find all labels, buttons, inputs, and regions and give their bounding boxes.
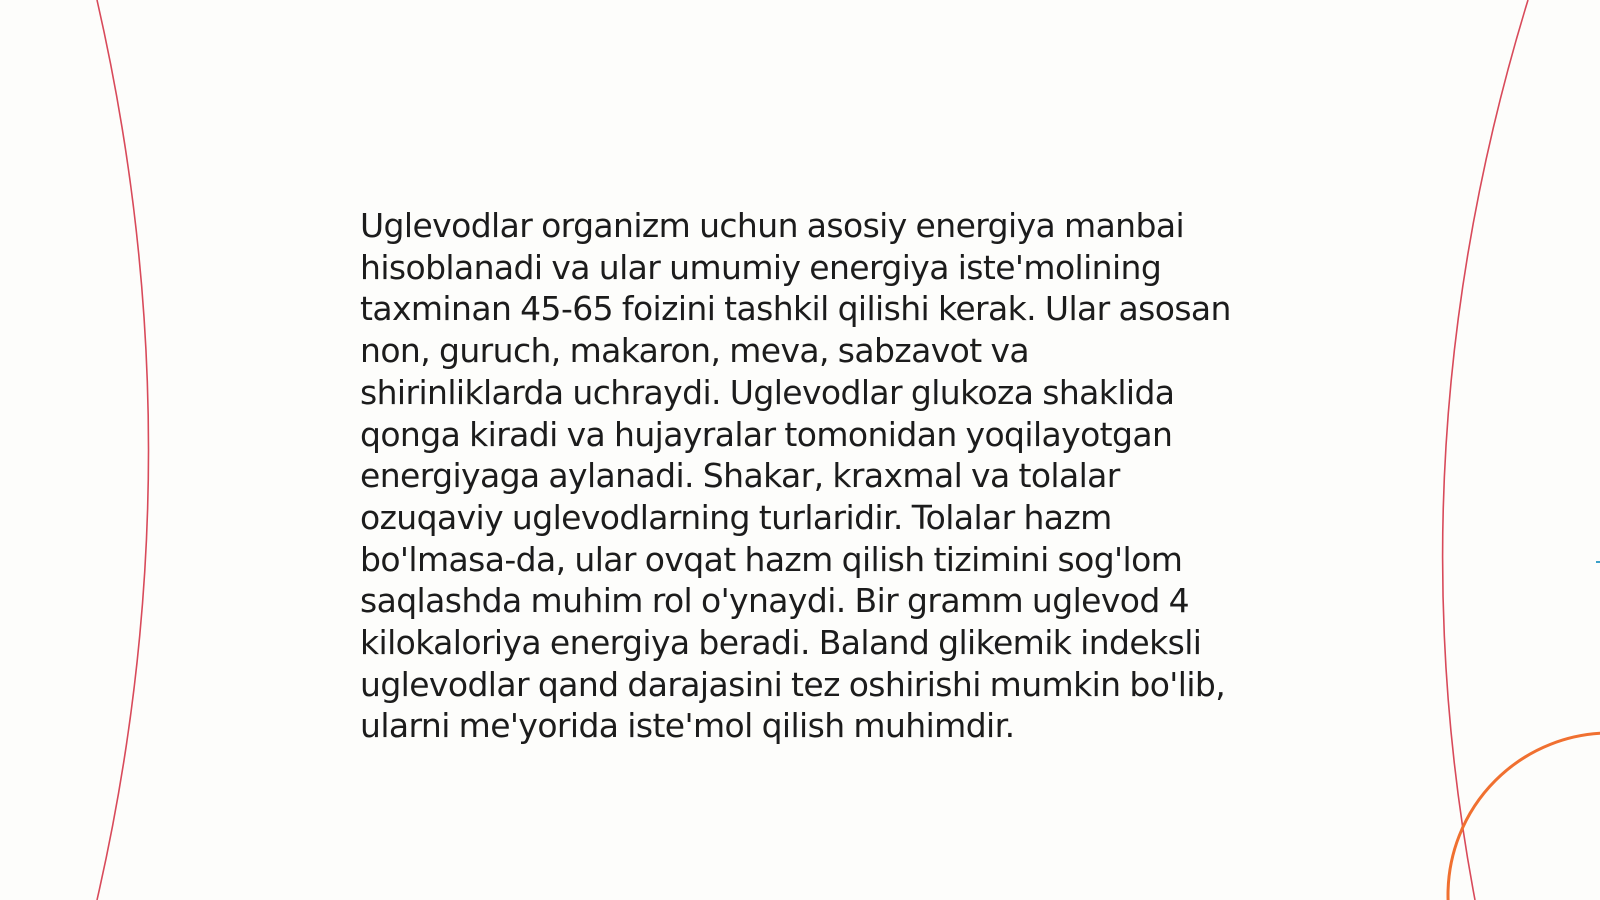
body-paragraph: Uglevodlar organizm uchun asosiy energiya manbai hisoblanadi va ular umumiy energiya iste'molining taxminan 45-65 foizini tashkil qilishi kerak. Ular asosan non, guruch, makaron, meva, sabzavot va shirinliklarda uchraydi. Uglevodlar glukoza shaklida qonga kiradi va hujayralar tomonidan yoqilayotgan energiyaga aylanadi. Shakar, kraxmal va tolalar ozuqaviy uglevodlarning turlaridir. Tolalar hazm bo'lmasa-da, ular ovqat hazm qilish tizimini sog'lom saqlashda muhim rol o'ynaydi. Bir gramm uglevod 4 kilokaloriya energiya beradi. Baland glikemik indeksli uglevodlar qand darajasini tez oshirishi mumkin bo'lib, ularni me'yorida iste'mol qilish muhimdir. <box>360 206 1231 746</box>
left-arc-line <box>97 0 149 900</box>
